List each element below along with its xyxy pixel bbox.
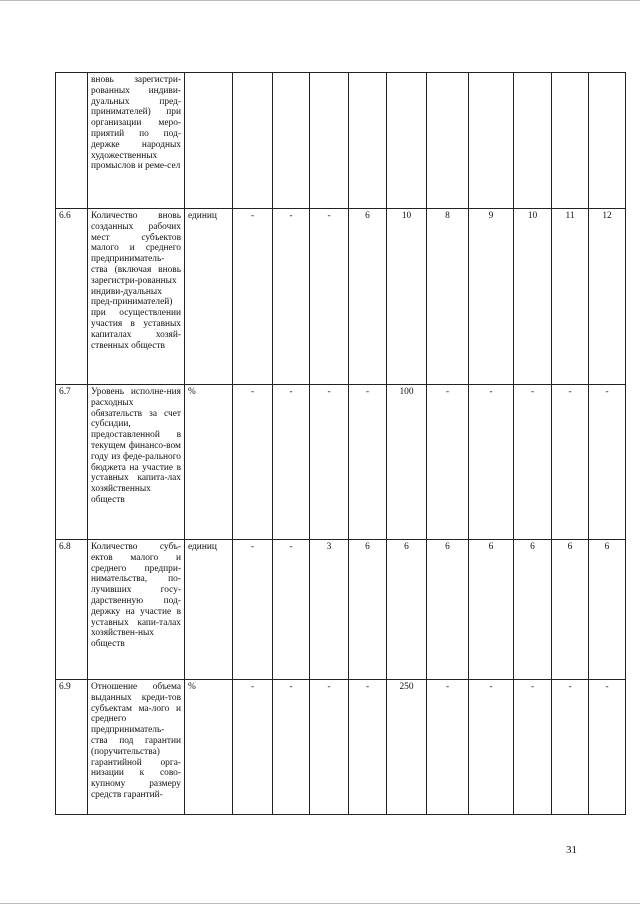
value-cell: 250 [387,680,427,815]
value-cell: 3 [310,540,349,680]
value-cell: - [273,385,310,540]
value-cell: - [273,209,310,385]
value-cell: - [233,385,273,540]
row-number-cell [56,73,88,209]
value-cell: 6 [349,540,387,680]
value-cell: - [310,680,349,815]
unit-cell: % [185,385,233,540]
unit-cell: % [185,680,233,815]
value-cell: 8 [427,209,469,385]
value-cell: 10 [514,209,552,385]
value-cell: - [589,680,626,815]
scan-edge-top [0,0,640,1]
value-cell [273,73,310,209]
value-cell [427,73,469,209]
value-cell: 9 [469,209,514,385]
value-cell: 6 [552,540,589,680]
value-cell: 6 [514,540,552,680]
unit-cell: единиц [185,540,233,680]
value-cell: 11 [552,209,589,385]
value-cell: - [552,385,589,540]
value-cell: 6 [387,540,427,680]
table-row [56,73,626,209]
value-cell: - [469,385,514,540]
table-body [56,73,626,815]
value-cell: - [427,385,469,540]
value-cell: - [469,680,514,815]
table-row [56,209,626,385]
indicator-name-cell: Отношение объема выданных креди-тов субъектам ма-лого и среднего предприниматель-ства под гарантии (поручительства) гарантийной орга-низации к сово-купному размеру средств гарантий- [88,680,185,815]
value-cell: - [233,680,273,815]
indicator-name-cell: вновь зарегистри-рованных индиви-дуальных пред-принимателей) при организации меро-приятий по под-держке народных художественных промыслов и реме-сел [88,73,185,209]
value-cell: - [589,385,626,540]
value-cell: - [349,385,387,540]
value-cell: 6 [349,209,387,385]
value-cell [349,73,387,209]
value-cell: - [310,209,349,385]
table-row [56,680,626,815]
value-cell: - [349,680,387,815]
value-cell: - [273,540,310,680]
page-number: 31 [566,844,577,856]
value-cell [514,73,552,209]
value-cell: - [273,680,310,815]
row-number-cell: 6.6 [56,209,88,385]
row-number-cell: 6.9 [56,680,88,815]
value-cell: - [514,680,552,815]
value-cell: - [233,209,273,385]
indicator-name-cell: Количество субъ-ектов малого и среднего предпри-нимательства, по-лучивших госу-дарственную под-держку на участие в уставных капи-талах хозяйствен-ных обществ [88,540,185,680]
row-number-cell: 6.8 [56,540,88,680]
value-cell [589,73,626,209]
indicator-name-cell: Количество вновь созданных рабочих мест субъектов малого и среднего предприниматель-ства (включая вновь зарегистри-рованных индиви-дуальных пред-принимателей) при осуществлении участия в уставных капиталах хозяй-ственных обществ [88,209,185,385]
table-row [56,385,626,540]
value-cell: - [514,385,552,540]
scan-edge-bottom [0,903,640,904]
value-cell: 6 [469,540,514,680]
row-number-cell: 6.7 [56,385,88,540]
value-cell: 6 [589,540,626,680]
value-cell [552,73,589,209]
value-cell: 100 [387,385,427,540]
unit-cell [185,73,233,209]
indicators-table [55,72,626,815]
unit-cell: единиц [185,209,233,385]
value-cell: 6 [427,540,469,680]
value-cell: 12 [589,209,626,385]
value-cell [387,73,427,209]
value-cell: - [310,385,349,540]
value-cell [233,73,273,209]
indicator-name-cell: Уровень исполне-ния расходных обязательств за счет субсидии, предоставленной в текущем финансо-вом году из феде-рального бюджета на участие в уставных капита-лах хозяйственных обществ [88,385,185,540]
value-cell: 10 [387,209,427,385]
value-cell: - [552,680,589,815]
value-cell [310,73,349,209]
table-row [56,540,626,680]
value-cell: - [233,540,273,680]
value-cell [469,73,514,209]
value-cell: - [427,680,469,815]
